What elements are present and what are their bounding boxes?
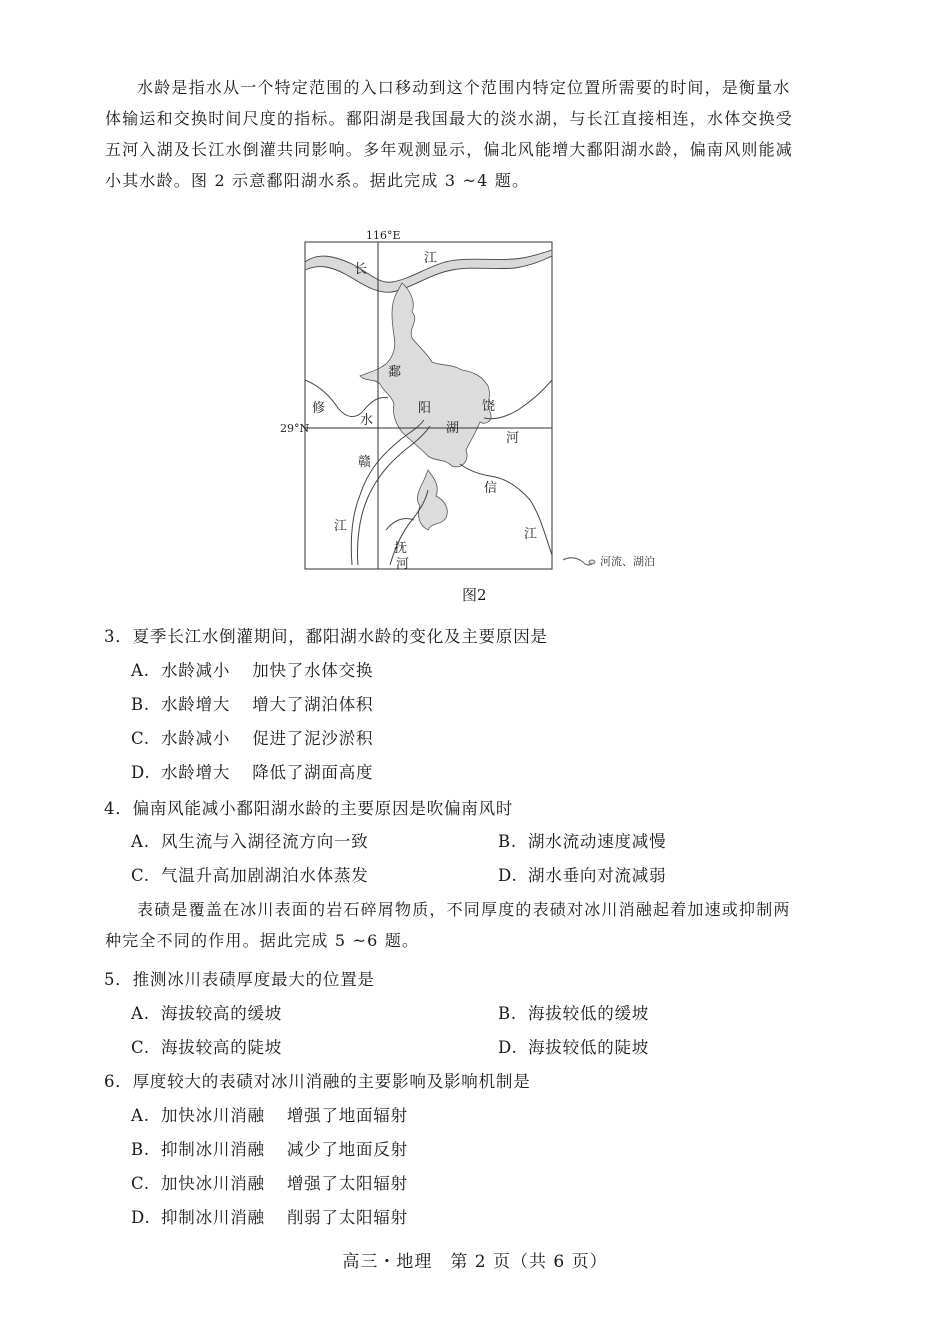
xin-river xyxy=(460,464,552,555)
map-label-jiang-top: 江 xyxy=(424,251,438,266)
map-label-he-rao: 河 xyxy=(506,431,520,446)
question-4-option-b[interactable]: B. 湖水流动速度减慢 xyxy=(498,832,667,851)
passage-2 xyxy=(105,894,850,956)
fu-river-tributary xyxy=(386,518,414,530)
legend-label: 河流、湖泊 xyxy=(600,555,655,568)
lake-south-lobe xyxy=(417,470,447,530)
question-6-stem: 6．厚度较大的表碛对冰川消融的主要影响及影响机制是 xyxy=(104,1072,531,1091)
question-5-option-a[interactable]: A. 海拔较高的缓坡 xyxy=(131,1004,283,1023)
question-5-option-b[interactable]: B. 海拔较低的缓坡 xyxy=(498,1004,650,1023)
question-4-option-d[interactable]: D. 湖水垂向对流减弱 xyxy=(498,866,667,885)
passage-1 xyxy=(105,72,850,196)
poyang-lake-map xyxy=(270,229,690,580)
question-3-option-b[interactable]: B. 水龄增大 增大了湖泊体积 xyxy=(131,695,374,714)
map-label-he-fu: 河 xyxy=(396,557,410,572)
map-label-yang: 阳 xyxy=(418,401,432,416)
passage-1-line: 五河入湖及长江水倒灌共同影响。多年观测显示，偏北风能增大鄱阳湖水龄，偏南风则能减 xyxy=(105,140,794,159)
passage-1-line: 水龄是指水从一个特定范围的入口移动到这个范围内特定位置所需要的时间，是衡量水 xyxy=(137,78,791,97)
poyang-lake xyxy=(360,283,491,467)
question-6-option-b[interactable]: B. 抑制冰川消融 减少了地面反射 xyxy=(131,1140,408,1159)
map-label-shui: 水 xyxy=(360,413,374,428)
question-3-option-c[interactable]: C. 水龄减小 促进了泥沙淤积 xyxy=(131,729,374,748)
passage-2-line: 表碛是覆盖在冰川表面的岩石碎屑物质，不同厚度的表碛对冰川消融起着加速或抑制两 xyxy=(137,900,791,919)
map-label-po: 鄱 xyxy=(388,365,402,380)
map-label-xin: 信 xyxy=(484,481,498,496)
question-4-option-c[interactable]: C. 气温升高加剧湖泊水体蒸发 xyxy=(131,866,369,885)
map-label-hu: 湖 xyxy=(446,421,460,436)
passage-2-line: 种完全不同的作用。据此完成 5 ~6 题。 xyxy=(105,931,420,950)
question-3-option-d[interactable]: D. 水龄增大 降低了湖面高度 xyxy=(131,763,374,782)
passage-1-line: 小其水龄。图 2 示意鄱阳湖水系。据此完成 3 ~4 题。 xyxy=(105,171,530,190)
question-3-option-a[interactable]: A. 水龄减小 加快了水体交换 xyxy=(131,661,374,680)
map-label-jiang-right: 江 xyxy=(524,527,538,542)
question-6-option-a[interactable]: A. 加快冰川消融 增强了地面辐射 xyxy=(131,1106,408,1125)
map-label-rao: 饶 xyxy=(482,399,496,414)
question-6-option-d[interactable]: D. 抑制冰川消融 削弱了太阳辐射 xyxy=(131,1208,408,1227)
legend-lake-icon xyxy=(589,560,595,564)
question-3-stem: 3．夏季长江水倒灌期间，鄱阳湖水龄的变化及主要原因是 xyxy=(104,627,548,646)
question-4-option-a[interactable]: A. 风生流与入湖径流方向一致 xyxy=(131,832,369,851)
map-label-gan: 赣 xyxy=(358,455,372,470)
passage-1-line: 体输运和交换时间尺度的指标。鄱阳湖是我国最大的淡水湖，与长江直接相连，水体交换受 xyxy=(105,109,794,128)
longitude-label: 116°E xyxy=(366,229,401,242)
page-footer: 高三・地理 第 2 页（共 6 页） xyxy=(342,1252,608,1272)
map-label-jiang-left: 江 xyxy=(334,519,348,534)
map-label-xiu: 修 xyxy=(312,401,326,416)
question-5-stem: 5．推测冰川表碛厚度最大的位置是 xyxy=(104,970,375,989)
question-5-option-c[interactable]: C. 海拔较高的陡坡 xyxy=(131,1038,283,1057)
question-4-stem: 4．偏南风能减小鄱阳湖水龄的主要原因是吹偏南风时 xyxy=(104,799,514,818)
question-5-option-d[interactable]: D. 海拔较低的陡坡 xyxy=(498,1038,650,1057)
figure-caption: 图2 xyxy=(462,586,487,604)
question-6-option-c[interactable]: C. 加快冰川消融 增强了太阳辐射 xyxy=(131,1174,408,1193)
map-label-fu: 抚 xyxy=(394,541,408,556)
latitude-label: 29°N xyxy=(280,422,310,435)
map-label-chang: 长 xyxy=(354,262,368,277)
